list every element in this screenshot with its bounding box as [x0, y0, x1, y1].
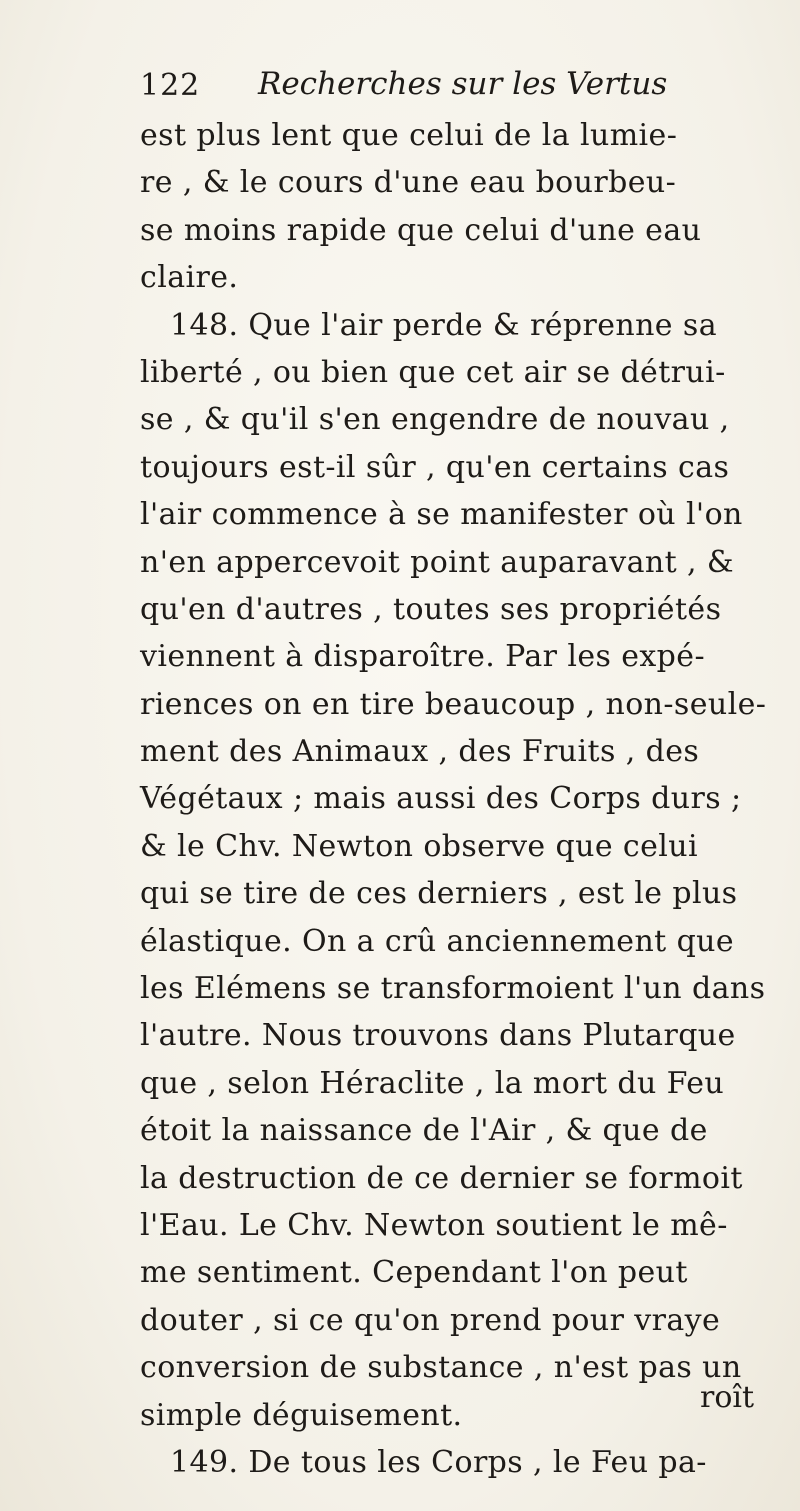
- text-line: que , selon Héraclite , la mort du Feu: [140, 1065, 725, 1101]
- text-line: me sentiment. Cependant l'on peut: [140, 1255, 688, 1291]
- paragraph-149-start: 149. De tous les Corps , le Feu pa-: [170, 1444, 707, 1480]
- text-line: douter , si ce qu'on prend pour vraye: [140, 1302, 721, 1338]
- running-title: Recherches sur les Vertus: [258, 66, 668, 102]
- text-line: étoit la naissance de l'Air , & que de: [140, 1113, 708, 1149]
- paragraph-148-start: 148. Que l'air perde & réprenne sa: [170, 307, 717, 343]
- text-line: viennent à disparoître. Par les expé-: [140, 639, 705, 675]
- text-line: la destruction de ce dernier se formoit: [140, 1160, 743, 1196]
- text-line: l'air commence à se manifester où l'on: [140, 497, 743, 533]
- page-header: [140, 64, 668, 108]
- text-line: Végétaux ; mais aussi des Corps durs ;: [140, 781, 742, 817]
- text-line: toujours est-il sûr , qu'en certains cas: [140, 449, 730, 485]
- text-line: ment des Animaux , des Fruits , des: [140, 734, 700, 770]
- text-line: se , & qu'il s'en engendre de nouvau ,: [140, 402, 730, 438]
- text-line: élastique. On a crû anciennement que: [140, 923, 735, 959]
- text-line: riences on en tire beaucoup , non-seule-: [140, 686, 767, 722]
- text-line: se moins rapide que celui d'une eau: [140, 212, 702, 248]
- text-line: simple déguisement.: [140, 1397, 463, 1433]
- text-line: conversion de substance , n'est pas un: [140, 1350, 742, 1386]
- text-line: n'en appercevoit point auparavant , &: [140, 544, 734, 580]
- text-line: claire.: [140, 260, 239, 296]
- text-line: re , & le cours d'une eau bourbeu-: [140, 165, 677, 201]
- page-number: 122: [140, 68, 201, 103]
- text-line: l'Eau. Le Chv. Newton soutient le mê-: [140, 1207, 728, 1243]
- text-line: l'autre. Nous trouvons dans Plutarque: [140, 1018, 736, 1054]
- text-line: & le Chv. Newton observe que celui: [140, 828, 698, 864]
- body-text: [140, 112, 780, 1486]
- text-line: liberté , ou bien que cet air se détrui-: [140, 354, 726, 390]
- text-line: qui se tire de ces derniers , est le plus: [140, 876, 738, 912]
- text-line: les Elémens se transformoient l'un dans: [140, 971, 766, 1007]
- text-line: est plus lent que celui de la lumie-: [140, 118, 678, 153]
- catchword: roît: [700, 1380, 755, 1415]
- text-line: qu'en d'autres , toutes ses propriétés: [140, 591, 722, 627]
